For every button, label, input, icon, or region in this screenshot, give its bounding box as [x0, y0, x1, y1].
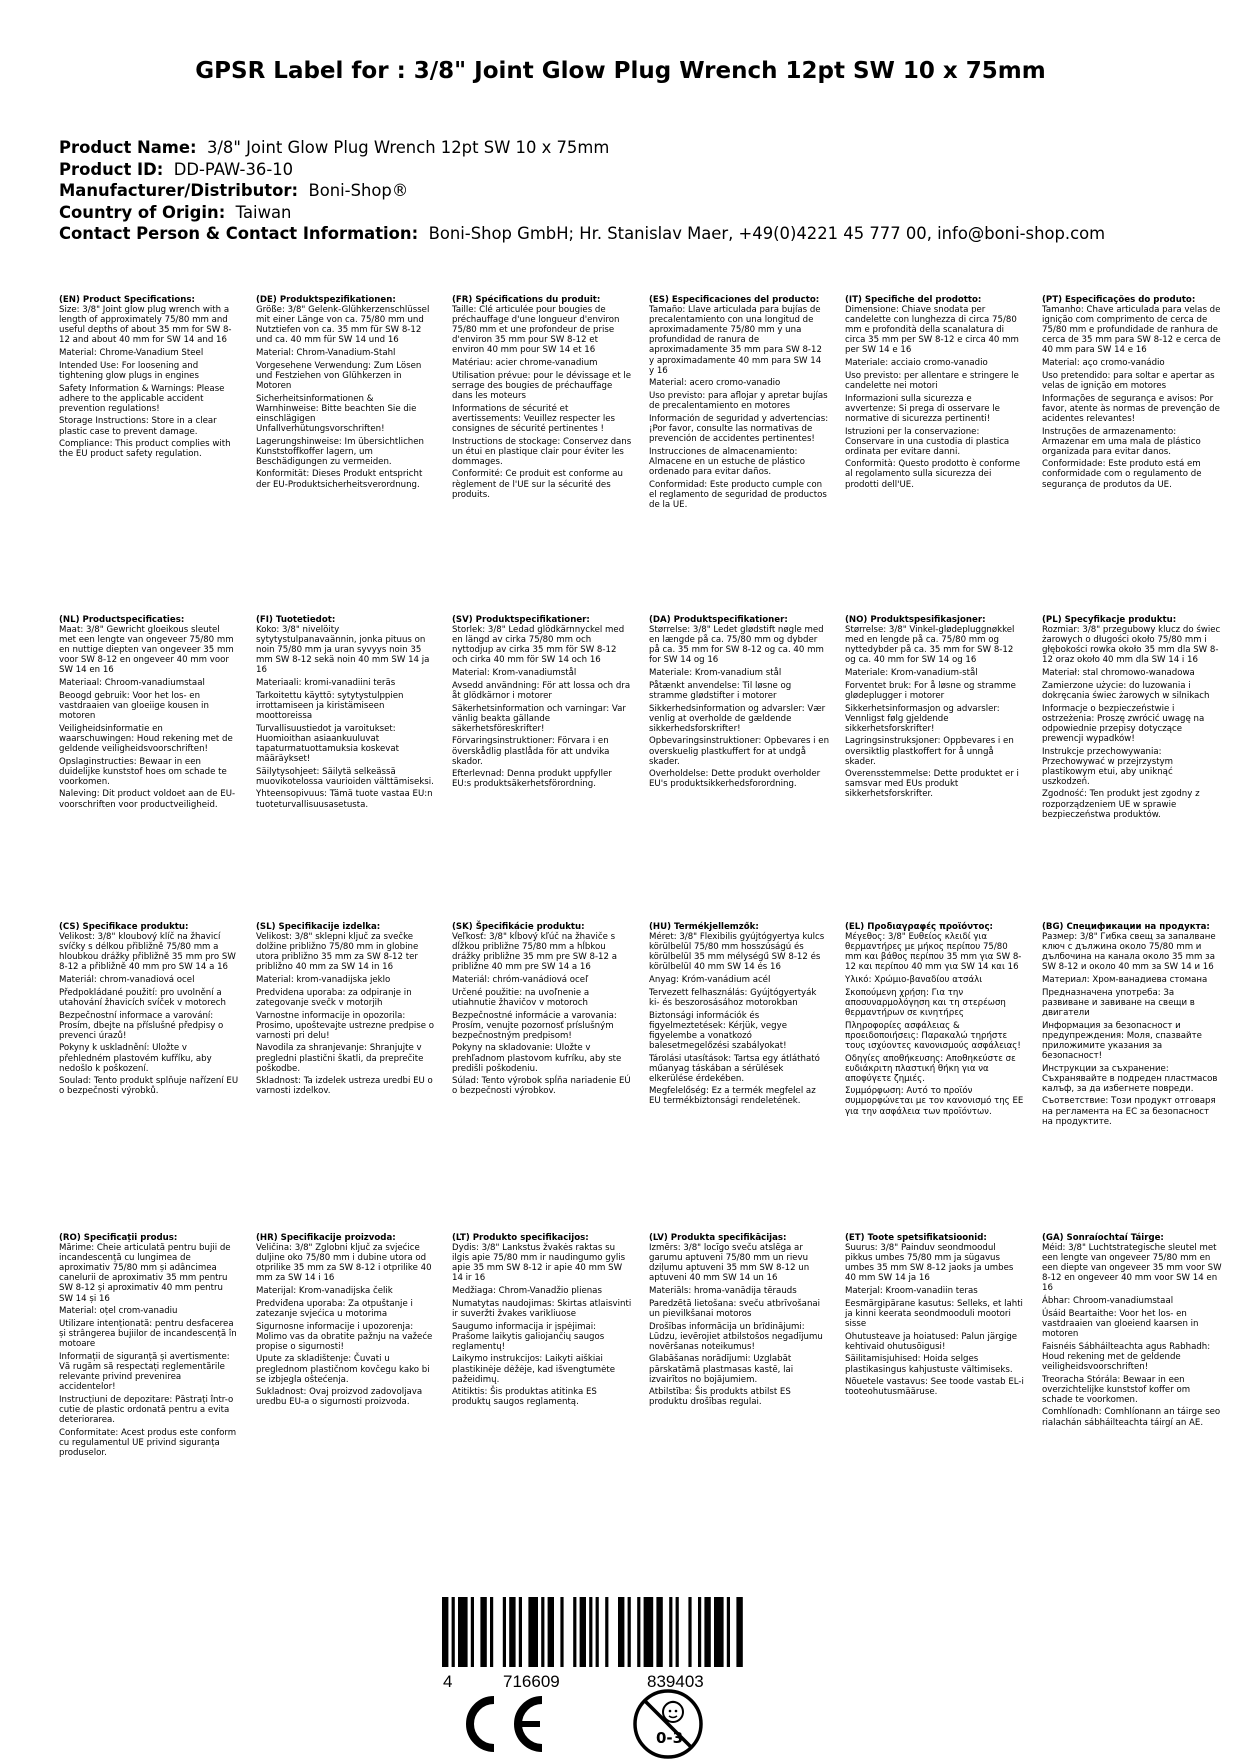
- barcode-bar: [676, 1597, 679, 1667]
- spec-paragraph: Turvallisuustiedot ja varoitukset: Huomioithan asiaankuuluvat tapaturmatuottamuksia koskevat määräykset!: [256, 723, 400, 764]
- spec-paragraph: Uso pretendido: para soltar e apertar as velas de ignição em motores: [1042, 370, 1215, 391]
- spec-paragraph: Předpokládané použití: pro uvolnění a utahování žhavicích svíček v motorech: [59, 987, 226, 1008]
- spec-paragraph: Informações de segurança e avisos: Por favor, atente às normas de prevenção de acidentes relevantes!: [1042, 393, 1220, 424]
- spec-paragraph: Conformité: Ce produit est conforme au règlement de l'UE sur la sécurité des produits.: [452, 469, 623, 500]
- language-block: [845, 1233, 1025, 1400]
- language-block: [59, 922, 239, 1099]
- spec-paragraph: Koko: 3/8" nivelöity sytytystulpanavaännin, jonka pituus on noin 75/80 mm ja uran syvyys noin 35 mm SW 8-12 sekä noin 40 mm SW 14 ja 16: [256, 625, 430, 676]
- info-product-name: Product Name: 3/8" Joint Glow Plug Wrench 12pt SW 10 x 75mm: [59, 138, 610, 157]
- language-heading: (GA) Sonraíochtaí Táirge:: [1042, 1233, 1164, 1243]
- barcode-bar: [458, 1597, 468, 1667]
- spec-paragraph: Материал: Хром-ванадиева стомана: [1042, 975, 1208, 986]
- spec-paragraph: Tárolási utasítások: Tartsa egy átlátható műanyag táskában a sérülések elkerülése érdekében.: [649, 1053, 820, 1084]
- spec-paragraph: Overensstemmelse: Dette produktet er i samsvar med EUs produkt sikkerhetsforskrifter.: [845, 769, 1019, 800]
- language-block: [59, 615, 239, 812]
- spec-paragraph: Material: acero cromo-vanadio: [649, 378, 781, 389]
- spec-paragraph: Инструкции за съхранение: Съхранявайте в подреден пластмасов калъф, за да избегнете повреди.: [1042, 1063, 1218, 1094]
- language-block: [452, 1233, 632, 1410]
- spec-paragraph: Skladnost: Ta izdelek ustreza uredbi EU o varnosti izdelkov.: [256, 1076, 433, 1097]
- language-heading: (NL) Productspecificaties:: [59, 615, 185, 625]
- spec-paragraph: Taille: Clé articulée pour bougies de préchauffage d'une longueur d'environ 75/80 mm et une profondeur de prise d'environ 35 mm pour SW 8-12 et environ 40 mm pour SW 14 et 16: [452, 305, 620, 356]
- language-block: [1042, 295, 1222, 492]
- spec-paragraph: Predvidena uporaba: za odpiranje in zategovanje svečk v motorjih: [256, 987, 412, 1008]
- spec-paragraph: Compliance: This product complies with the EU product safety regulation.: [59, 439, 231, 460]
- language-heading: (SK) Špecifikácie produktu:: [452, 922, 585, 932]
- spec-paragraph: Materiale: acciaio cromo-vanadio: [845, 358, 988, 369]
- spec-paragraph: Materiál: chróm-vanádiová oceľ: [452, 975, 589, 986]
- barcode-bar: [698, 1597, 701, 1667]
- barcode-bar: [490, 1597, 493, 1667]
- language-block: [1042, 1233, 1222, 1430]
- language-block: [845, 922, 1025, 1119]
- spec-paragraph: Úsáid Beartaithe: Voor het los- en vastdraaien van gloeiend kaarsen in motoren: [1042, 1308, 1199, 1340]
- spec-paragraph: Sikkerhedsinformation og advarsler: Vær venlig at overholde de gældende sikkerhedsforskrifter!: [649, 703, 826, 734]
- spec-paragraph: Säilytysohjeet: Säilytä selkeässä muovikotelossa vaurioiden välttämiseksi.: [256, 766, 434, 787]
- language-block: [1042, 922, 1222, 1129]
- language-heading: (RO) Specificații produs:: [59, 1233, 178, 1243]
- language-heading: (LT) Produkto specifikacijos:: [452, 1233, 589, 1243]
- age-label: 0-3: [656, 1729, 684, 1747]
- spec-paragraph: Uso previsto: per allentare e stringere le candelette nei motori: [845, 370, 1019, 391]
- spec-paragraph: Tamanho: Chave articulada para velas de ignição com comprimento de cerca de 75/80 mm e profundidade de ranhura de cerca de 35 mm para SW 8-12 e cerca de 40 mm para SW 14 e 16: [1042, 305, 1221, 356]
- spec-paragraph: Информация за безопасност и предупреждения: Моля, спазвайте приложимите указания за безопасност!: [1042, 1020, 1202, 1061]
- spec-paragraph: Saugumo informacija ir įspėjimai: Prašome laikytis galiojančių saugos reglamentų!: [452, 1321, 605, 1352]
- spec-paragraph: Storage Instructions: Store in a clear plastic case to prevent damage.: [59, 416, 217, 437]
- spec-paragraph: Instruções de armazenamento: Armazenar em uma mala de plástico organizada para evitar danos.: [1042, 426, 1201, 457]
- spec-paragraph: Información de seguridad y advertencias: ¡Por favor, consulte las normativas de prevención de accidentes pertinentes!: [649, 413, 829, 444]
- barcode-bar: [727, 1597, 730, 1667]
- language-heading: (DE) Produktspezifikationen:: [256, 295, 396, 305]
- spec-paragraph: Méret: 3/8" Flexibilis gyújtógyertya kulcs körülbelül 75/80 mm hosszúságú és körülbelül 35 mm mélységű SW 8-12 és körülbelül 40 mm SW 14 és 16: [649, 932, 825, 973]
- language-heading: (ET) Toote spetsifikatsioonid:: [845, 1233, 987, 1243]
- spec-paragraph: Varnostne informacije in opozorila: Prosimo, upoštevajte ustrezne predpise o varnosti pri delu!: [256, 1010, 435, 1041]
- spec-paragraph: Bezpečnostní informace a varování: Prosím, dbejte na příslušné předpisy o prevenci úrazů!: [59, 1010, 224, 1041]
- spec-paragraph: Materiāls: hroma-vanādija tērauds: [649, 1286, 797, 1297]
- spec-paragraph: Size: 3/8" Joint glow plug wrench with a length of approximately 75/80 mm and useful depths of about 35 mm for SW 8-12 and about 40 mm for SW 14 and 16: [59, 305, 232, 346]
- barcode-bar: [688, 1597, 691, 1667]
- language-block: [649, 615, 829, 792]
- spec-paragraph: Safety Information & Warnings: Please adhere to the applicable accident prevention regulations!: [59, 383, 225, 414]
- spec-paragraph: Opbevaringsinstruktioner: Opbevares i en overskuelig plastkuffert for at undgå skader.: [649, 736, 830, 767]
- spec-paragraph: Предназначена употреба: За развиване и завиване на свещи в двигатели: [1042, 987, 1195, 1018]
- spec-paragraph: Material: krom-vanadijska jeklo: [256, 975, 391, 986]
- spec-paragraph: Materiaal: Chroom-vanadiumstaal: [59, 678, 205, 689]
- language-heading: (FR) Spécifications du produit:: [452, 295, 601, 305]
- spec-paragraph: Materjal: Kroom-vanadiin teras: [845, 1286, 978, 1297]
- barcode-bar: [596, 1597, 599, 1667]
- spec-paragraph: Laikymo instrukcijos: Laikyti aiškiai plastikinėje dėžėje, kad išvengtumėte pažeidimų.: [452, 1354, 616, 1385]
- spec-paragraph: Material: aço cromo-vanádio: [1042, 358, 1165, 369]
- spec-paragraph: Opslaginstructies: Bewaar in een duidelijke kunststof hoes om schade te voorkomen.: [59, 756, 227, 787]
- spec-paragraph: Lagerungshinweise: Im übersichtlichen Kunststoffkoffer lagern, um Beschädigungen zu vermeiden.: [256, 436, 424, 467]
- spec-paragraph: Utilizare intenționată: pentru desfacerea și strângerea bujiilor de incandescență în motoare: [59, 1318, 237, 1350]
- barcode-bar: [452, 1597, 455, 1667]
- spec-paragraph: Veličina: 3/8" Zglobni ključ za svjećice duljine oko 75/80 mm i dubine utora od otprilike 35 mm za SW 8-12 i otprilike 40 mm za SW 14 i 16: [256, 1243, 432, 1284]
- spec-paragraph: Materiale: Krom-vanadium-stål: [845, 668, 978, 679]
- spec-paragraph: Avsedd användning: För att lossa och dra åt glödkärnor i motorer: [452, 680, 631, 701]
- spec-paragraph: Navodila za shranjevanje: Shranjujte v preglednі plastični škatli, da preprečite poškodbe.: [256, 1043, 424, 1074]
- spec-paragraph: Säkerhetsinformation och varningar: Var vänlig beakta gällande säkerhetsföreskrifter!: [452, 703, 626, 734]
- spec-paragraph: Veľkosť: 3/8" kĺbový kľúč na žhaviče s dĺžkou približne 75/80 mm a hĺbkou drážky približne 35 mm pre SW 8-12 a približne 40 mm pre SW 14 a 16: [452, 932, 617, 973]
- spec-paragraph: Matériau: acier chrome-vanadium: [452, 358, 598, 369]
- barcode-bar: [644, 1597, 654, 1667]
- spec-paragraph: Izmērs: 3/8" locīgo sveču atslēga ar garumu aptuveni 75/80 mm un rievu dziļumu aptuveni 35 mm SW 8-12 un aptuveni 40 mm SW 14 un 16: [649, 1243, 810, 1284]
- barcode-bar: [605, 1597, 608, 1667]
- barcode-bar: [580, 1597, 586, 1667]
- spec-paragraph: Materiál: chrom-vanadiová ocel: [59, 975, 195, 986]
- spec-paragraph: Atitiktis: Šis produktas atitinka ES produktų saugos reglamentą.: [452, 1387, 597, 1408]
- spec-paragraph: Sigurnosne informacije i upozorenja: Molimo vas da obratite pažnju na važeće propise o sigurnosti!: [256, 1321, 433, 1352]
- spec-paragraph: Storlek: 3/8" Ledad glödkärnnyckel med en längd av cirka 75/80 mm och nyttodjup av cirka 35 mm för SW 8-12 och cirka 40 mm för SW 14 och 16: [452, 625, 625, 666]
- spec-paragraph: Súlad: Tento výrobok spĺňa nariadenie EÚ o bezpečnosti výrobkov.: [452, 1076, 631, 1097]
- spec-paragraph: Bezpečnostné informácie a varovania: Prosím, venujte pozornosť príslušným bezpečnostným predpisom!: [452, 1010, 617, 1041]
- language-heading: (SL) Specifikacije izdelka:: [256, 922, 381, 932]
- spec-paragraph: Overholdelse: Dette produkt overholder EU's produktsikkerhedsforordning.: [649, 769, 821, 790]
- barcode-bar: [503, 1597, 506, 1667]
- barcode-bar: [480, 1597, 486, 1667]
- spec-paragraph: Medžiaga: Chrom-Vanadžio plienas: [452, 1286, 602, 1297]
- spec-paragraph: Vorgesehene Verwendung: Zum Lösen und Festziehen von Glühkerzen in Motoren: [256, 360, 422, 391]
- barcode-bar: [519, 1597, 522, 1667]
- spec-paragraph: Conformidade: Este produto está em conformidade com o regulamento de segurança de produtos da UE.: [1042, 459, 1202, 490]
- spec-paragraph: Informations de sécurité et avertissements: Veuillez respecter les consignes de sécurité pertinentes !: [452, 403, 616, 434]
- language-heading: (IT) Specifiche del prodotto:: [845, 295, 982, 305]
- spec-paragraph: Forventet bruk: For å løsne og stramme glødeplugger i motorer: [845, 680, 1016, 701]
- barcode-bar: [560, 1597, 563, 1667]
- spec-paragraph: Materiał: stal chromowo-wanadowa: [1042, 668, 1195, 679]
- spec-paragraph: Upute za skladištenje: Čuvati u preglednom plastičnom kovčegu kako bi se izbjegla oštećenja.: [256, 1354, 430, 1385]
- product-info: [59, 137, 1105, 245]
- barcode-bar: [509, 1597, 515, 1667]
- spec-paragraph: Materijal: Krom-vanadijska čelik: [256, 1286, 393, 1297]
- spec-paragraph: Förvaringsinstruktioner: Förvara i en överskådlig plastlåda för att undvika skador.: [452, 736, 610, 767]
- spec-paragraph: Πληροφορίες ασφάλειας & προειδοποιήσεις: Παρακαλώ τηρήστε τους ισχύοντες κανονισμούς ασφάλειας!: [845, 1020, 1021, 1051]
- spec-paragraph: Utilisation prévue: pour le dévissage et le serrage des bougies de préchauffage dans les moteurs: [452, 370, 632, 402]
- language-heading: (HU) Termékjellemzők:: [649, 922, 759, 932]
- spec-paragraph: Instrukcje przechowywania: Przechowywać w przejrzystym plastikowym etui, aby uniknąć uszkodzeń.: [1042, 746, 1174, 787]
- spec-paragraph: Paredzētā lietošana: sveču atbrīvošanai un pievilkšanai motoros: [649, 1298, 821, 1319]
- ce-mark-icon: [456, 1694, 546, 1754]
- spec-paragraph: Informacje o bezpieczeństwie i ostrzeżenia: Proszę zwrócić uwagę na odpowiednie przepisy dotyczące prewencji wypadków!: [1042, 703, 1205, 744]
- spec-paragraph: Συμμόρφωση: Αυτό το προϊόν συμμορφώνεται με τον κανονισμό της ΕΕ για την ασφάλεια των προϊόντων.: [845, 1086, 1024, 1117]
- language-heading: (LV) Produkta specifikācijas:: [649, 1233, 787, 1243]
- language-block: [649, 1233, 829, 1410]
- spec-paragraph: Påtænkt anvendelse: Til løsne og stramme glødstifter i motorer: [649, 680, 792, 701]
- language-block: [649, 295, 829, 512]
- language-heading: (BG) Спецификации на продукта:: [1042, 922, 1210, 932]
- language-block: [256, 295, 436, 492]
- barcode-bar: [637, 1597, 640, 1667]
- language-heading: (SV) Produktspecifikationer:: [452, 615, 590, 625]
- language-block: [845, 615, 1025, 802]
- spec-paragraph: Størrelse: 3/8" Vinkel-glødepluggnøkkel med en lengde på ca. 75/80 mm og nyttedybder på ca. 35 mm for SW 8-12 og ca. 40 mm for SW 14 og 16: [845, 625, 1015, 666]
- spec-paragraph: Ábhar: Chroom-vanadiumstaal: [1042, 1296, 1174, 1307]
- spec-paragraph: Informații de siguranță și avertismente: Vă rugăm să respectați reglementările relevante privind prevenirea accidentelor!: [59, 1351, 230, 1393]
- barcode-bar: [589, 1597, 592, 1667]
- spec-paragraph: Material: Chrome-Vanadium Steel: [59, 348, 204, 359]
- spec-paragraph: Размер: 3/8" Гибка свещ за запалване ключ с дължина около 75/80 mm и дълбочина на канала около 35 mm за SW 8-12 и около 40 mm за SW 14 и 16: [1042, 932, 1216, 973]
- spec-paragraph: Lagringsinstruksjoner: Oppbevares i en oversiktlig plastkoffert for å unngå skader.: [845, 736, 1014, 767]
- spec-paragraph: Instrucțiuni de depozitare: Păstrați într-o cutie de plastic ordonată pentru a evita deteriorarea.: [59, 1394, 234, 1425]
- language-block: [649, 922, 829, 1109]
- spec-paragraph: Tamaño: Llave articulada para bujías de precalentamiento con una longitud de aproximadamente 75/80 mm y una profundidad de ranura de aproximadamente 35 mm para SW 8-12 y aproximadamente 40 mm para SW 14 y 16: [649, 305, 822, 376]
- spec-paragraph: Suurus: 3/8" Painduv seondmoodul pikkus umbes 75/80 mm ja sügavus umbes 35 mm SW 8-12 jaoks ja umbes 40 mm SW 14 ja 16: [845, 1243, 1014, 1284]
- language-heading: (DA) Produktspecifikationer:: [649, 615, 788, 625]
- language-block: [452, 295, 632, 502]
- spec-paragraph: Materiaali: kromi-vanadiini teräs: [256, 678, 396, 689]
- language-heading: (EL) Προδιαγραφές προϊόντος:: [845, 922, 993, 932]
- language-block: [1042, 615, 1222, 822]
- spec-paragraph: Nõuetele vastavus: See toode vastab EL-i tooteohutusmääruse.: [845, 1377, 1024, 1398]
- language-block: [256, 615, 436, 812]
- language-heading: (ES) Especificaciones del producto:: [649, 295, 820, 305]
- spec-paragraph: Konformität: Dieses Produkt entspricht der EU-Produktsicherheitsverordnung.: [256, 469, 423, 490]
- barcode-bar: [714, 1597, 724, 1667]
- spec-paragraph: Material: Krom-vanadiumstål: [452, 668, 577, 679]
- spec-paragraph: Méid: 3/8" Luchtstrategische sleutel met een lengte van ongeveer 75/80 mm en een diepte van ongeveer 35 mm voor SW 8-12 en ongeveer 40 mm voor SW 14 en 16: [1042, 1243, 1222, 1294]
- spec-paragraph: Drošības informācija un brīdinājumi: Lūdzu, ievērojiet atbilstošos negadījumu novēršanas noteikumus!: [649, 1321, 823, 1352]
- spec-paragraph: Instrucciones de almacenamiento: Almacene en un estuche de plástico ordenado para evitar daños.: [649, 446, 806, 477]
- barcode-bar: [618, 1597, 624, 1667]
- spec-paragraph: Съответствие: Този продукт отговаря на регламента на ЕС за безопасност на продуктите.: [1042, 1096, 1216, 1127]
- spec-paragraph: Οδηγίες αποθήκευσης: Αποθηκεύστε σε ευδιάκριτη πλαστική θήκη για να αποφύγετε ζημιές.: [845, 1053, 1016, 1084]
- barcode-bar: [656, 1597, 662, 1667]
- spec-paragraph: Comhlíonadh: Comhlíonann an táirge seo rialachán sábháilteachta táirgí an AE.: [1042, 1407, 1221, 1428]
- spec-paragraph: Informazioni sulla sicurezza e avvertenze: Si prega di osservare le normative di sicurezza pertinenti!: [845, 393, 1000, 424]
- spec-paragraph: Material: oțel crom-vanadiu: [59, 1306, 178, 1317]
- spec-paragraph: Conformità: Questo prodotto è conforme al regolamento sulla sicurezza dei prodotti dell'UE.: [845, 459, 1020, 490]
- page-title: GPSR Label for : 3/8" Joint Glow Plug Wrench 12pt SW 10 x 75mm: [195, 58, 1046, 84]
- language-heading: (FI) Tuotetiedot:: [256, 615, 336, 625]
- language-block: [59, 295, 239, 462]
- spec-paragraph: Instructions de stockage: Conservez dans un étui en plastique clair pour éviter les dommages.: [452, 436, 632, 467]
- barcode-digits-left: 716609: [503, 1672, 560, 1691]
- spec-paragraph: Zgodność: Ten produkt jest zgodny z rozporządzeniem UE w sprawie bezpieczeństwa produktów.: [1042, 789, 1200, 820]
- barcode-bar: [736, 1597, 742, 1667]
- spec-paragraph: Efterlevnad: Denna produkt uppfyller EU:s produktsäkerhetsförordning.: [452, 769, 612, 790]
- spec-paragraph: Materiale: Krom-vanadium stål: [649, 668, 782, 679]
- spec-paragraph: Beoogd gebruik: Voor het los- en vastdraaien van gloeiige kousen in motoren: [59, 690, 209, 722]
- spec-paragraph: Megfelelőség: Ez a termék megfelel az EU termékbiztonsági rendeletének.: [649, 1086, 816, 1107]
- spec-paragraph: Velikost: 3/8" sklepni ključ za svečke dolžine približno 75/80 mm in globine utora približno 35 mm za SW 8-12 ter približno 40 mm za SW 14 in 16: [256, 932, 419, 973]
- spec-paragraph: Ohutusteave ja hoiatused: Palun järgige kehtivaid ohutusõigusi!: [845, 1331, 1018, 1352]
- barcode-bar: [471, 1597, 474, 1667]
- language-heading: (HR) Specifikacije proizvoda:: [256, 1233, 396, 1243]
- spec-paragraph: Intended Use: For loosening and tightening glow plugs in engines: [59, 360, 199, 381]
- spec-paragraph: Určené použitie: na uvoľnenie a utiahnutie žhavičov v motoroch: [452, 987, 590, 1008]
- info-product-id: Product ID: DD-PAW-36-10: [59, 159, 294, 179]
- spec-paragraph: Material: Chrom-Vanadium-Stahl: [256, 348, 396, 359]
- spec-paragraph: Velikost: 3/8" kloubový klíč na žhavicí svíčky s délkou přibližně 75/80 mm a hloubkou drážky přibližně 35 mm pro SW 8-12 a přibližně 40 mm pro SW 14 a 16: [59, 932, 236, 973]
- barcode-bar: [548, 1597, 554, 1667]
- barcode-bar: [573, 1597, 576, 1667]
- spec-paragraph: Conformidad: Este producto cumple con el reglamento de seguridad de productos de la UE.: [649, 479, 827, 510]
- info-contact: Contact Person & Contact Information: Boni-Shop GmbH; Hr. Stanislav Maer, +49(0)4221 45 777 00, info@boni-shop.com: [59, 224, 1106, 244]
- spec-paragraph: Anyag: Króm-vanádium acél: [649, 975, 771, 986]
- barcode-bar: [704, 1597, 710, 1667]
- spec-paragraph: Σκοπούμενη χρήση: Για την αποσυναρμολόγηση και τη στερέωση θερμαντήρων σε κινητήρες: [845, 987, 1006, 1018]
- barcode: [440, 1597, 746, 1667]
- spec-paragraph: Υλικό: Χρώμιο-βαναδίου ατσάλι: [845, 975, 983, 986]
- barcode-bar: [442, 1597, 448, 1667]
- language-block: [845, 295, 1025, 492]
- spec-paragraph: Tervezett felhasználás: Gyújtógyertyák ki- és beszorosásához motorokban: [649, 987, 817, 1008]
- spec-paragraph: Uso previsto: para aflojar y apretar bujías de precalentamiento en motores: [649, 391, 828, 412]
- spec-paragraph: Numatytas naudojimas: Skirtas atlaisvinti ir suveržti žvakes varikliuose: [452, 1298, 632, 1319]
- spec-paragraph: Atbilstība: Šis produkts atbilst ES produktu drošības regulai.: [649, 1387, 791, 1408]
- spec-paragraph: Yhteensopivuus: Tämä tuote vastaa EU:n tuoteturvallisuusasetusta.: [256, 789, 433, 810]
- spec-paragraph: Faisnéis Sábháilteachta agus Rabhadh: Houd rekening met de geldende veiligheidsvoorschriften!: [1042, 1341, 1211, 1372]
- barcode-bar: [528, 1597, 538, 1667]
- spec-paragraph: Pokyny k uskladnění: Uložte v přehledném plastovém kufříku, aby nedošlo k poškození.: [59, 1043, 212, 1074]
- age-warning-icon: [631, 1687, 705, 1761]
- spec-paragraph: Μέγεθος: 3/8" Ευθείος κλειδί για θερμαντήρες με μήκος περίπου 75/80 mm και βάθος περίπου 35 mm για SW 8-12 και περίπου 40 mm για SW 14 και 16: [845, 932, 1022, 973]
- barcode-bar: [541, 1597, 544, 1667]
- language-heading: (CS) Specifikace produktu:: [59, 922, 189, 932]
- spec-paragraph: Glabāšanas norādījumi: Uzglabāt pārskatāmā plastmasas kastē, lai izvairītos no bojājumiem.: [649, 1354, 794, 1385]
- barcode-bar: [628, 1597, 631, 1667]
- spec-paragraph: Mărime: Cheie articulată pentru bujii de incandescență cu lungimea de aproximativ 75/80 mm și adâncimea canelurii de aproximativ 35 mm pentru SW 8-12 și aproximativ 40 mm pentru SW 14 și 16: [59, 1243, 231, 1304]
- spec-paragraph: Veiligheidsinformatie en waarschuwingen: Houd rekening met de geldende veiligheidsvoorschriften!: [59, 723, 233, 754]
- language-block: [59, 1233, 239, 1461]
- language-block: [256, 1233, 436, 1410]
- spec-paragraph: Størrelse: 3/8" Ledet glødstift nøgle med en længde på ca. 75/80 mm og dybder på ca. 35 mm for SW 8-12 og ca. 40 mm for SW 14 og 16: [649, 625, 824, 666]
- language-block: [452, 615, 632, 792]
- spec-paragraph: Maat: 3/8" Gewricht gloeikous sleutel met een lengte van ongeveer 75/80 mm en nuttige diepten van ongeveer 35 mm voor SW 8-12 en ongeveer 40 mm voor SW 14 en 16: [59, 625, 234, 676]
- spec-paragraph: Eesmärgipärane kasutus: Selleks, et lahti ja kinni keerata seondmooduli mootori sisse: [845, 1298, 1023, 1329]
- spec-paragraph: Pokyny na skladovanie: Uložte v prehľadnom plastovom kufríku, aby ste predišli poškodeniu.: [452, 1043, 622, 1074]
- language-block: [452, 922, 632, 1099]
- spec-paragraph: Zamierzone użycie: do luzowania i dokręcania świec żarowych w silnikach: [1042, 680, 1210, 701]
- spec-paragraph: Naleving: Dit product voldoet aan de EU-voorschriften voor productveiligheid.: [59, 789, 236, 810]
- spec-paragraph: Sikkerhetsinformasjon og advarsler: Vennligst følg gjeldende sikkerhetsforskrifter!: [845, 703, 1000, 734]
- spec-paragraph: Größe: 3/8" Gelenk-Glühkerzenschlüssel mit einer Länge von ca. 75/80 mm und Nutztiefen von ca. 35 mm für SW 8-12 und ca. 40 mm für SW 14 und 16: [256, 305, 430, 346]
- spec-paragraph: Sukladnost: Ovaj proizvod zadovoljava uredbu EU-a o sigurnosti proizvoda.: [256, 1387, 423, 1408]
- spec-paragraph: Soulad: Tento produkt splňuje nařízení EU o bezpečnosti výrobků.: [59, 1076, 239, 1097]
- spec-paragraph: Conformitate: Acest produs este conform cu regulamentul UE privind siguranța produselor.: [59, 1427, 237, 1458]
- spec-paragraph: Rozmiar: 3/8" przegubowy klucz do świec żarowych o długości około 75/80 mm i głębokości rowka około 35 mm dla SW 8-12 oraz około 40 mm dla SW 14 i 16: [1042, 625, 1221, 666]
- spec-paragraph: Dydis: 3/8" Lankstus žvakės raktas su ilgis apie 75/80 mm ir naudingumo gylis apie 35 mm SW 8-12 ir apie 40 mm SW 14 ir 16: [452, 1243, 626, 1284]
- language-heading: (NO) Produktspesifikasjoner:: [845, 615, 986, 625]
- spec-paragraph: Dimensione: Chiave snodata per candelette con lunghezza di circa 75/80 mm e profondità della scanalatura di circa 35 mm per SW 8-12 e circa 40 mm per SW 14 e 16: [845, 305, 1019, 356]
- info-manufacturer: Manufacturer/Distributor: Boni-Shop®: [59, 181, 409, 201]
- barcode-bar: [669, 1597, 672, 1667]
- language-heading: (EN) Product Specifications:: [59, 295, 195, 305]
- spec-paragraph: Tarkoitettu käyttö: sytytystulppien irrottamiseen ja kiristämiseen moottoreissa: [256, 690, 404, 722]
- language-block: [256, 922, 436, 1099]
- info-country: Country of Origin: Taiwan: [59, 202, 292, 222]
- language-heading: (PT) Especificações do produto:: [1042, 295, 1196, 305]
- spec-paragraph: Biztonsági információk és figyelmeztetések: Kérjük, vegye figyelembe a vonatkozó balesetmegelőzési szabályokat!: [649, 1010, 787, 1051]
- barcode-digits-right: 839403: [647, 1672, 704, 1691]
- spec-paragraph: Treoracha Stórála: Bewaar in een overzichtelijke kunststof koffer om schade te voorkomen.: [1042, 1374, 1191, 1405]
- spec-paragraph: Sicherheitsinformationen & Warnhinweise: Bitte beachten Sie die einschlägigen Unfallverhütungsvorschriften!: [256, 393, 417, 434]
- language-heading: (PL) Specyfikacje produktu:: [1042, 615, 1177, 625]
- spec-paragraph: Säilitamisjuhised: Hoida selges plastikasingus kahjustuste vältimiseks.: [845, 1354, 1013, 1375]
- spec-paragraph: Istruzioni per la conservazione: Conservare in una custodia di plastica ordinata per evitare danni.: [845, 426, 1010, 457]
- barcode-digit-prefix: 4: [443, 1672, 453, 1691]
- spec-paragraph: Predviđena uporaba: Za otpuštanje i zatezanje svjećica u motorima: [256, 1298, 413, 1319]
